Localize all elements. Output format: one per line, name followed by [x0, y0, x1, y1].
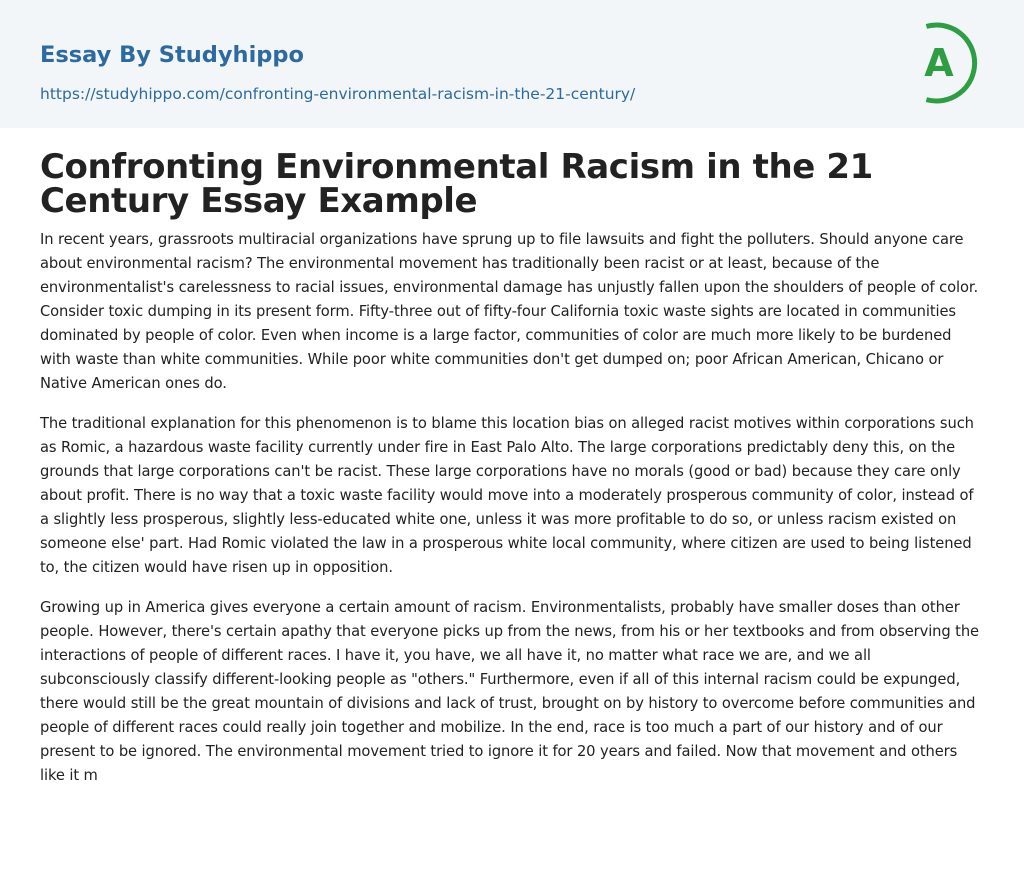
site-header — [0, 0, 1024, 128]
essay-body — [40, 228, 984, 804]
essay-url-link[interactable]: https://studyhippo.com/confronting-environmental-racism-in-the-21-century/ — [40, 85, 636, 103]
circular-a-logo-icon — [910, 16, 990, 110]
logo-letter: A — [924, 41, 954, 85]
studyhippo-logo[interactable] — [910, 16, 990, 110]
essay-paragraph-1: In recent years, grassroots multiracial organizations have sprung up to file lawsuits and fight the polluters. Should anyone care about environmental racism? The environmental movement has traditionally been racist or at least, because of the environmentalist's carelessness to racial issues, environmental damage has unjustly fallen upon the shoulders of people of color. Consider toxic dumping in its present form. Fifty-three out of fifty-four California toxic waste sights are located in communities dominated by people of color. Even when income is a large factor, communities of color are much more likely to be burdened with waste than white communities. While poor white communities don't get dumped on; poor African American, Chicano or Native American ones do. — [40, 231, 979, 392]
essay-paragraph-2: The traditional explanation for this phenomenon is to blame this location bias on alleged racist motives within corporations such as Romic, a hazardous waste facility currently under fire in East Palo Alto. The large corporations predictably deny this, on the grounds that large corporations can't be racist. These large corporations have no morals (good or bad) because they care only about profit. There is no way that a toxic waste facility would move into a moderately prosperous community of color, instead of a slightly less prosperous, slightly less-educated white one, unless it was more profitable to do so, or unless racism existed on someone else' part. Had Romic violated the law in a prosperous white local community, where citizen are used to being listened to, the citizen would have risen up in opposition. — [40, 415, 974, 576]
site-title: Essay By Studyhippo — [40, 42, 304, 68]
essay-paragraph-3: Growing up in America gives everyone a certain amount of racism. Environmentalists, probably have smaller doses than other people. However, there's certain apathy that everyone picks up from the news, from his or her textbooks and from observing the interactions of people of different races. I have it, you have, we all have it, no matter what race we are, and we all subconsciously classify different-looking people as "others." Furthermore, even if all of this internal racism could be expunged, there would still be the great mountain of divisions and lack of trust, brought on by history to overcome before communities and people of different races could really join together and mobilize. In the end, race is too much a part of our history and of our present to be ignored. The environmental movement tried to ignore it for 20 years and failed. Now that movement and others like it m — [40, 599, 979, 784]
essay-title: Confronting Environmental Racism in the 21 Century Essay Example — [40, 147, 873, 221]
